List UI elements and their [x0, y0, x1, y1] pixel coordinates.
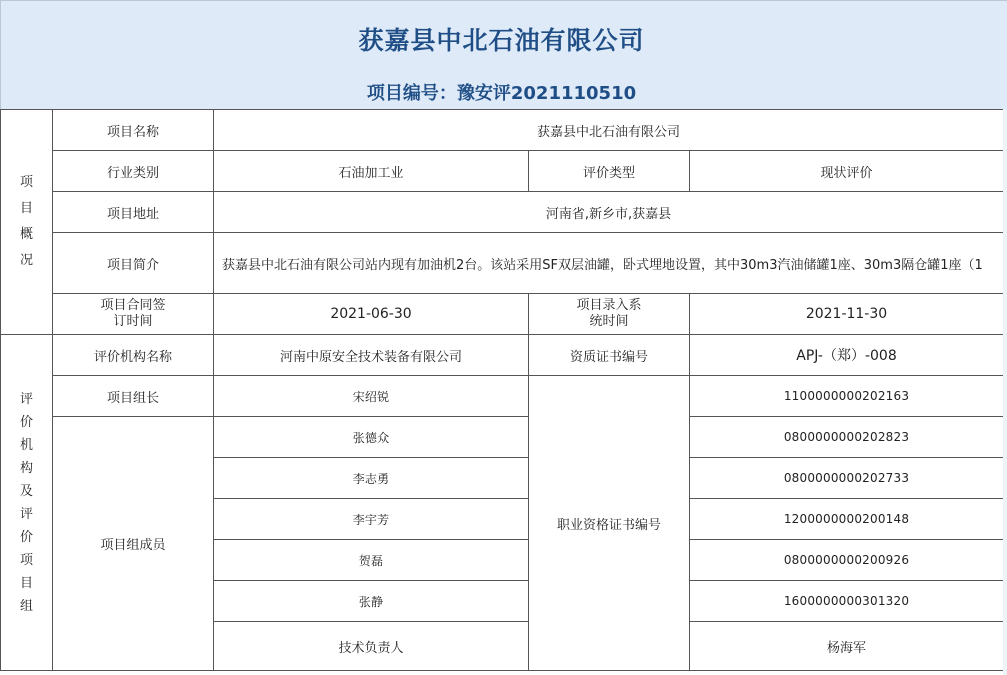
project-name-value: 获嘉县中北石油有限公司	[214, 110, 1004, 151]
row-times	[1, 294, 1004, 335]
project-name-label: 项目名称	[53, 110, 214, 151]
leader-label: 项目组长	[53, 376, 214, 417]
team-member-cert: 1600000000301320	[690, 581, 1004, 622]
contract-time-value: 2021-06-30	[214, 294, 529, 335]
cert-label: 资质证书编号	[529, 335, 690, 376]
row-project-name	[1, 110, 1004, 151]
row-agency	[1, 335, 1004, 376]
row-intro	[1, 233, 1004, 294]
eval-type-label: 评价类型	[529, 151, 690, 192]
agency-value: 河南中原安全技术装备有限公司	[214, 335, 529, 376]
team-member-name: 贺磊	[214, 540, 529, 581]
section-overview: 项目概况	[1, 110, 53, 335]
qual-cert-label: 职业资格证书编号	[529, 376, 690, 671]
team-member-cert: 1200000000200148	[690, 499, 1004, 540]
intro-value: 获嘉县中北石油有限公司站内现有加油机2台。该站采用SF双层油罐，卧式埋地设置，其中30m3汽油储罐1座、30m3隔仓罐1座（1	[214, 233, 1004, 294]
team-member-cert: 0800000000202733	[690, 458, 1004, 499]
industry-label: 行业类别	[53, 151, 214, 192]
row-member	[1, 417, 1004, 458]
team-member-name: 张德众	[214, 417, 529, 458]
contract-time-label: 项目合同签订时间	[53, 294, 214, 335]
company-title: 获嘉县中北石油有限公司	[358, 26, 645, 55]
vertical-scrollbar[interactable]	[1003, 109, 1007, 675]
address-label: 项目地址	[53, 192, 214, 233]
cert-value: APJ-（郑）-008	[690, 335, 1004, 376]
tech-lead-label: 技术负责人	[214, 622, 529, 671]
intro-label: 项目简介	[53, 233, 214, 294]
team-member-name: 宋绍锐	[214, 376, 529, 417]
team-member-name: 张静	[214, 581, 529, 622]
members-label: 项目组成员	[53, 417, 214, 671]
agency-label: 评价机构名称	[53, 335, 214, 376]
industry-value: 石油加工业	[214, 151, 529, 192]
tech-lead-value: 杨海军	[690, 622, 1004, 671]
entry-time-value: 2021-11-30	[690, 294, 1004, 335]
project-info-table	[0, 109, 1004, 671]
team-member-name: 李宇芳	[214, 499, 529, 540]
section-evaluation: 评价机构及评价项目组	[1, 335, 53, 671]
row-address	[1, 192, 1004, 233]
row-industry	[1, 151, 1004, 192]
eval-type-value: 现状评价	[690, 151, 1004, 192]
team-member-cert: 1100000000202163	[690, 376, 1004, 417]
page-header	[0, 0, 1007, 109]
row-leader	[1, 376, 1004, 417]
team-member-cert: 0800000000202823	[690, 417, 1004, 458]
entry-time-label: 项目录入系统时间	[529, 294, 690, 335]
team-member-cert: 0800000000200926	[690, 540, 1004, 581]
address-value: 河南省,新乡市,获嘉县	[214, 192, 1004, 233]
team-member-name: 李志勇	[214, 458, 529, 499]
project-number: 项目编号：豫安评2021110510	[366, 83, 637, 104]
